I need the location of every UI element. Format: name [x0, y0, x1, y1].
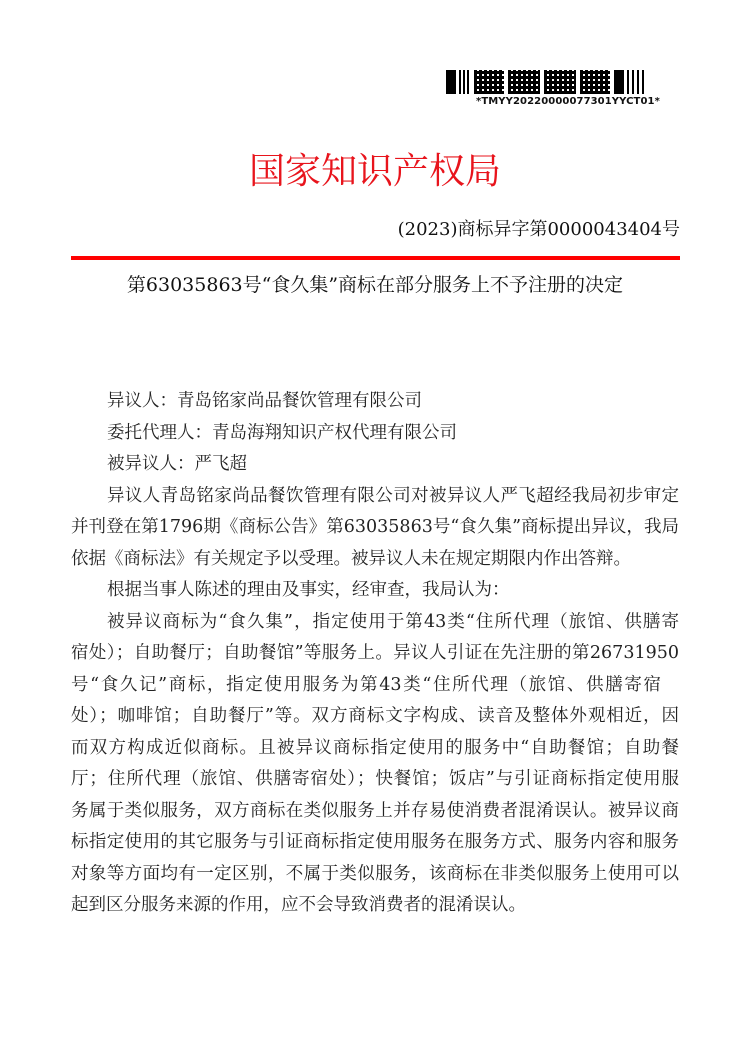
paragraph-line: 宿处）；自助餐厅；自助餐馆”等服务上。异议人引证在先注册的第26731950 [71, 643, 679, 663]
opponent-line: 异议人：青岛铭家尚品餐饮管理有限公司 [107, 391, 422, 411]
paragraph-line: 根据当事人陈述的理由及事实，经审查，我局认为： [107, 580, 510, 600]
paragraph-line: 被异议商标为“食久集”，指定使用于第43类“住所代理（旅馆、供膳寄 [107, 611, 679, 632]
document-body [71, 386, 679, 922]
decision-title: 第63035863号“食久集”商标在部分服务上不予注册的决定 [126, 274, 624, 296]
paragraph-line: 起到区分服务来源的作用，应不会导致消费者的混淆误认。 [71, 895, 526, 915]
barcode-text: *TMYY20220000077301YYCT01* [476, 96, 660, 107]
agency-name: 国家知识产权局 [248, 151, 501, 192]
agent-line: 委托代理人：青岛海翔知识产权代理有限公司 [107, 422, 457, 443]
paragraph-line: 处）；咖啡馆；自助餐厅”等。双方商标文字构成、读音及整体外观相近，因 [71, 706, 679, 726]
paragraph-line: 对象等方面均有一定区别，不属于类似服务，该商标在非类似服务上使用可以 [71, 863, 679, 884]
paragraph-line: 而双方构成近似商标。且被异议商标指定使用的服务中“自助餐馆；自助餐 [71, 737, 679, 758]
barcode [446, 70, 658, 94]
paragraph-line: 标指定使用的其它服务与引证商标指定使用服务在服务方式、服务内容和服务 [71, 832, 679, 852]
paragraph-line: 务属于类似服务，双方商标在类似服务上并存易使消费者混淆误认。被异议商 [71, 800, 679, 821]
paragraph-line: 并刊登在第1796期《商标公告》第63035863号“食久集”商标提出异议，我局 [71, 517, 679, 537]
paragraph-line: 号“食久记”商标，指定使用服务为第43类“住所代理（旅馆、供膳寄宿 [71, 674, 661, 695]
paragraph-line: 依据《商标法》有关规定予以受理。被异议人未在规定期限内作出答辩。 [71, 548, 631, 569]
document-number: (2023)商标异字第0000043404号 [397, 219, 680, 240]
header-divider [71, 256, 680, 260]
paragraph-line: 厅；住所代理（旅馆、供膳寄宿处）；快餐馆；饭店”与引证商标指定使用服 [71, 769, 679, 789]
opposed-party-line: 被异议人：严飞超 [107, 454, 247, 474]
paragraph-line: 异议人青岛铭家尚品餐饮管理有限公司对被异议人严飞超经我局初步审定 [107, 485, 679, 506]
